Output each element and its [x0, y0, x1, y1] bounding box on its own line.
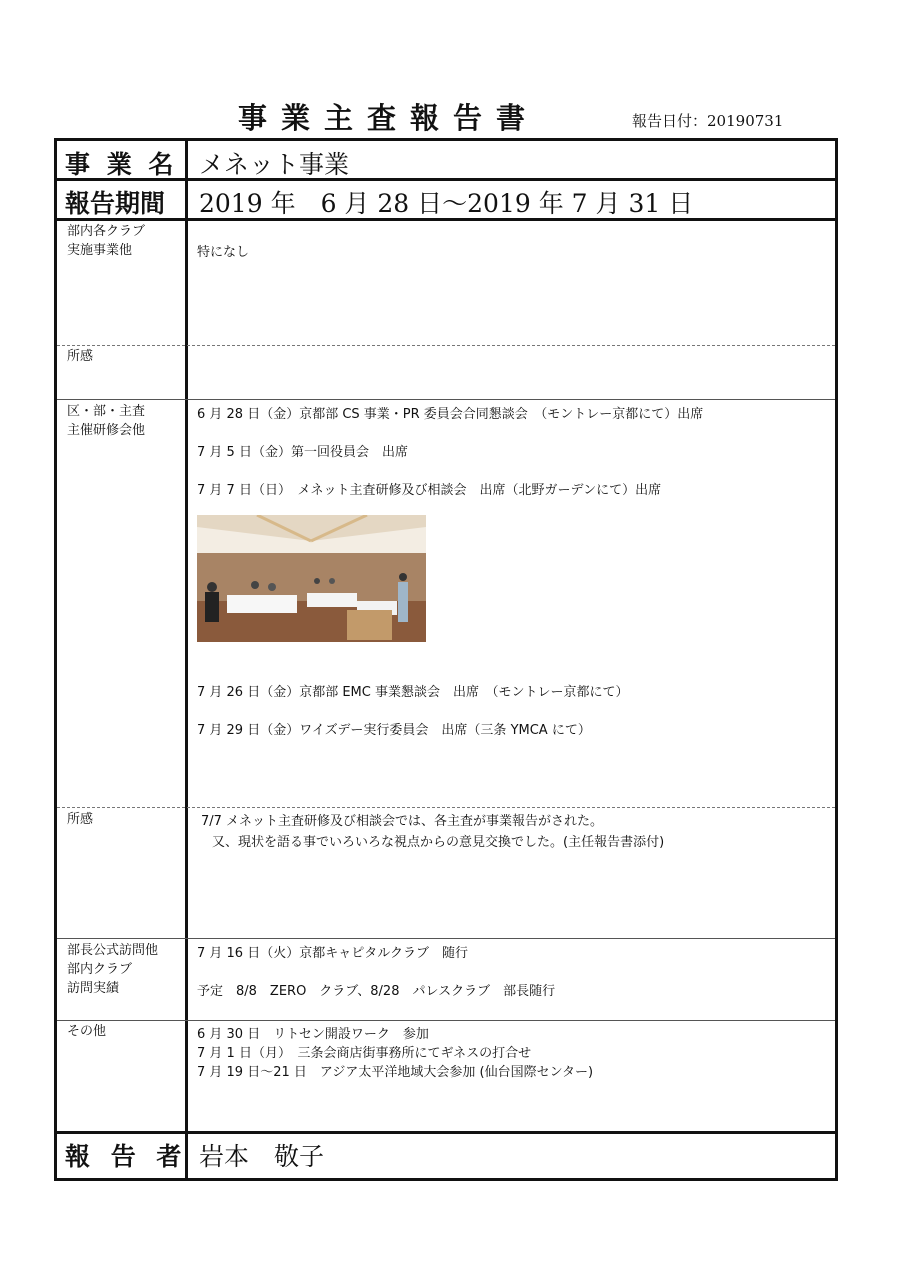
report-date [632, 110, 783, 131]
document-title: 事業主査報告書 [238, 101, 540, 135]
impression1-label: 所感 [67, 349, 94, 364]
district-events-label-line2: 主催研修会他 [67, 423, 146, 438]
club-activities-label-line2: 実施事業他 [67, 243, 133, 258]
impression2-line-2: 又、現状を語る事でいろいろな視点からの意見交換でした。(主任報告書添付) [212, 835, 665, 850]
other-entry-2: 7 月 1 日（月） 三条会商店街事務所にてギネスの打合せ [197, 1046, 532, 1061]
visit-entry-1: 7 月 16 日（火）京都キャピタルクラブ 随行 [197, 946, 468, 961]
report-form [54, 138, 838, 1181]
impression2-line-1: 7/7 メネット主査研修及び相談会では、各主査が事業報告がされた。 [201, 814, 604, 829]
district-event-entry-2: 7 月 5 日（金）第一回役員会 出席 [197, 445, 408, 460]
visits-label-line1: 部長公式訪問他 [67, 943, 159, 958]
club-activities-label [67, 222, 145, 260]
club-activities-value: 特になし [197, 245, 250, 260]
other-label: その他 [67, 1024, 107, 1039]
period-label: 報告期間 [65, 189, 166, 218]
district-events-label [67, 402, 145, 440]
district-event-entry-1: 6 月 28 日（金）京都部 CS 事業・PR 委員会合同懇談会 （モントレー京都にて）出席 [197, 407, 704, 422]
reporter-value: 岩本 敬子 [199, 1142, 325, 1171]
visits-label [67, 941, 158, 998]
meeting-photo [197, 515, 426, 642]
district-event-entry-5: 7 月 29 日（金）ワイズデー実行委員会 出席（三条 YMCA にて） [197, 723, 591, 738]
period-value: 2019 年 6 月 28 日～2019 年 7 月 31 日 [199, 189, 694, 218]
district-events-label-line1: 区・部・主査 [67, 404, 146, 419]
impression2-label: 所感 [67, 812, 94, 827]
report-date-label: 報告日付： [632, 112, 708, 130]
visits-label-line3: 訪問実績 [67, 981, 120, 996]
visits-label-line2: 部内クラブ [67, 962, 133, 977]
other-entry-1: 6 月 30 日 リトセン開設ワーク 参加 [197, 1027, 429, 1042]
district-event-entry-3: 7 月 7 日（日） メネット主査研修及び相談会 出席（北野ガーデンにて）出席 [197, 483, 662, 498]
visit-entry-2: 予定 8/8 ZERO クラブ、8/28 パレスクラブ 部長随行 [197, 984, 556, 999]
reporter-label: 報 告 者 [65, 1142, 188, 1171]
other-entry-3: 7 月 19 日～21 日 アジア太平洋地域大会参加 (仙台国際センター) [197, 1065, 594, 1080]
club-activities-label-line1: 部内各クラブ [67, 224, 146, 239]
report-date-value: 20190731 [707, 112, 784, 130]
district-event-entry-4: 7 月 26 日（金）京都部 EMC 事業懇談会 出席 （モントレー京都にて） [197, 685, 629, 700]
business-name-label: 事 業 名 [65, 150, 178, 179]
business-name-value: メネット事業 [199, 150, 350, 179]
